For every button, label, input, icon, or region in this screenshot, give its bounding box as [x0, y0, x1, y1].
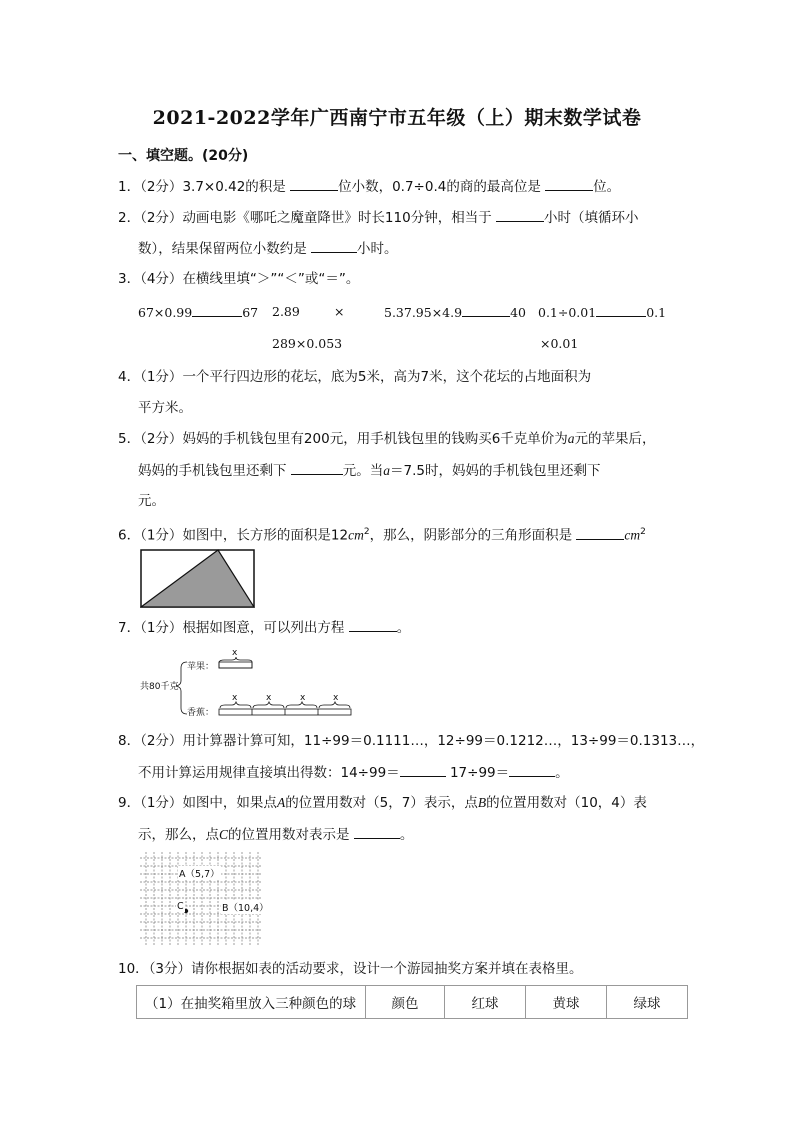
question-9: 9．（1分）如图中，如果点A的位置用数对（5，7）表示，点B的位置用数对（10，4）表	[118, 795, 647, 811]
question-7: 7．（1分）根据如图意，可以列出方程 。	[118, 617, 410, 638]
x-label: x	[232, 648, 238, 658]
x-label: x	[300, 693, 306, 703]
answer-blank[interactable]	[462, 302, 510, 317]
question-3-item-4b: ×0.01	[540, 336, 579, 351]
answer-blank[interactable]	[290, 176, 338, 191]
answer-blank[interactable]	[192, 302, 242, 317]
x-label: x	[232, 693, 238, 703]
question-2-cont: 数），结果保留两位小数约是 小时。	[138, 238, 398, 259]
x-label: x	[266, 693, 272, 703]
table-cell: 绿球	[607, 986, 688, 1019]
answer-blank[interactable]	[291, 460, 343, 475]
lottery-table	[136, 985, 688, 1019]
question-3: 3．（4分）在横线里填“＞”“＜”或“＝”。	[118, 271, 360, 287]
question-5-cont: 妈妈的手机钱包里还剩下 元。当a＝7.5时，妈妈的手机钱包里还剩下	[138, 460, 601, 481]
answer-blank[interactable]	[596, 302, 646, 317]
segment-diagram	[140, 648, 360, 720]
question-10: 10．（3分）请你根据如表的活动要求，设计一个游园抽奖方案并填在表格里。	[118, 961, 583, 977]
answer-blank[interactable]	[496, 207, 544, 222]
question-2: 2．（2分）动画电影《哪吒之魔童降世》时长110分钟，相当于 小时（填循环小	[118, 207, 639, 228]
question-5-end: 元。	[138, 493, 165, 509]
answer-blank[interactable]	[545, 176, 593, 191]
answer-blank[interactable]	[354, 824, 400, 839]
answer-blank[interactable]	[349, 617, 397, 632]
times-sign: ×	[334, 304, 345, 319]
banana-label: 香蕉：	[187, 708, 215, 718]
total-label: 共80千克	[140, 682, 179, 692]
point-a-label: A（5,7）	[178, 866, 221, 880]
x-label: x	[333, 693, 339, 703]
question-1: 1．（2分）3.7×0.42的积是 位小数，0.7÷0.4的商的最高位是 位。	[118, 176, 620, 197]
rectangle-triangle-figure	[140, 549, 256, 609]
apple-label: 苹果：	[187, 662, 215, 672]
question-8-cont: 不用计算运用规律直接填出得数：14÷99＝ 17÷99＝ 。	[138, 762, 569, 783]
table-cell: （1）在抽奖箱里放入三种颜色的球	[137, 986, 366, 1019]
section-heading: 一、填空题。(20分)	[118, 148, 249, 164]
question-3-item-3: 5.37.95×4.9 40	[384, 302, 526, 323]
question-4-cont: 平方米。	[138, 400, 192, 416]
question-3-row-1: 67×0.99 67	[138, 302, 258, 323]
answer-blank[interactable]	[509, 762, 555, 777]
question-3-item-2: 2.89	[272, 304, 300, 319]
question-4: 4．（1分）一个平行四边形的花坛，底为5米，高为7米，这个花坛的占地面积为	[118, 369, 592, 385]
table-row	[137, 986, 688, 1019]
brace-lines	[140, 648, 360, 720]
question-5: 5．（2分）妈妈的手机钱包里有200元，用手机钱包里的钱购买6千克单价为a元的苹果后，	[118, 431, 656, 447]
point-c-label: C	[177, 901, 184, 912]
question-9-cont: 示，那么，点C的位置用数对表示是 。	[138, 824, 413, 845]
page-title: 2021-2022学年广西南宁市五年级（上）期末数学试卷	[152, 107, 642, 129]
question-8: 8．（2分）用计算器计算可知，11÷99＝0.1111…，12÷99＝0.1212…，13÷99＝0.1313…，	[118, 733, 705, 749]
question-3-item-2b: 289×0.053	[272, 336, 343, 351]
table-cell: 黄球	[526, 986, 607, 1019]
point-b-label: B（10,4）	[221, 900, 270, 914]
answer-blank[interactable]	[311, 238, 357, 253]
answer-blank[interactable]	[400, 762, 446, 777]
answer-blank[interactable]	[576, 525, 624, 540]
question-3-item-4: 0.1÷0.01 0.1	[538, 302, 666, 323]
table-cell: 颜色	[366, 986, 445, 1019]
question-6: 6．（1分）如图中，长方形的面积是$12cm^2$，那么，阴影部分的三角形面积是 $cm^2$	[118, 522, 646, 546]
table-cell: 红球	[445, 986, 526, 1019]
